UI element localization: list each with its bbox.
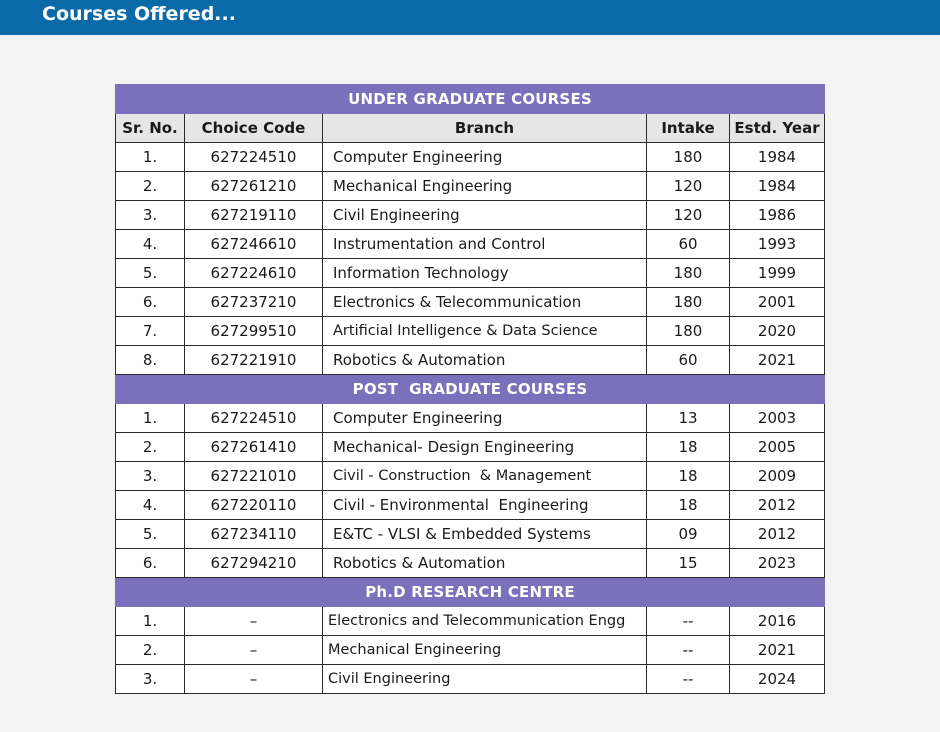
cell-sr: 3.	[116, 462, 185, 491]
cell-choice-code: 627294210	[185, 549, 323, 578]
table-row	[116, 172, 825, 201]
cell-branch: E&TC - VLSI & Embedded Systems	[323, 520, 647, 549]
cell-intake: --	[647, 607, 730, 636]
cell-intake: 120	[647, 201, 730, 230]
table-row	[116, 520, 825, 549]
cell-sr: 8.	[116, 346, 185, 375]
table-row	[116, 346, 825, 375]
cell-estd-year: 1986	[730, 201, 825, 230]
cell-branch: Instrumentation and Control	[323, 230, 647, 259]
cell-branch: Robotics & Automation	[323, 346, 647, 375]
cell-branch: Information Technology	[323, 259, 647, 288]
cell-sr: 2.	[116, 433, 185, 462]
table-row	[116, 491, 825, 520]
cell-choice-code: –	[185, 636, 323, 665]
cell-choice-code: –	[185, 665, 323, 694]
cell-branch: Robotics & Automation	[323, 549, 647, 578]
page-title: Courses Offered...	[42, 3, 236, 25]
cell-sr: 5.	[116, 259, 185, 288]
cell-intake: --	[647, 636, 730, 665]
col-header-estd-year: Estd. Year	[730, 114, 825, 143]
cell-branch: Mechanical Engineering	[323, 636, 647, 665]
table-row	[116, 143, 825, 172]
column-header-row	[116, 114, 825, 143]
cell-branch: Civil Engineering	[323, 665, 647, 694]
col-header-intake: Intake	[647, 114, 730, 143]
cell-estd-year: 2021	[730, 346, 825, 375]
cell-sr: 2.	[116, 172, 185, 201]
table-row	[116, 665, 825, 694]
cell-choice-code: 627221010	[185, 462, 323, 491]
cell-choice-code: 627220110	[185, 491, 323, 520]
table-row	[116, 201, 825, 230]
cell-estd-year: 2024	[730, 665, 825, 694]
cell-estd-year: 2003	[730, 404, 825, 433]
cell-intake: 180	[647, 288, 730, 317]
cell-sr: 1.	[116, 143, 185, 172]
cell-sr: 7.	[116, 317, 185, 346]
cell-choice-code: 627237210	[185, 288, 323, 317]
cell-branch: Mechanical- Design Engineering	[323, 433, 647, 462]
cell-intake: 180	[647, 259, 730, 288]
cell-intake: 18	[647, 433, 730, 462]
cell-choice-code: 627221910	[185, 346, 323, 375]
cell-choice-code: 627224510	[185, 404, 323, 433]
cell-estd-year: 2005	[730, 433, 825, 462]
cell-estd-year: 2012	[730, 520, 825, 549]
col-header-branch: Branch	[323, 114, 647, 143]
phd-section-header	[116, 578, 825, 607]
cell-sr: 2.	[116, 636, 185, 665]
cell-estd-year: 1984	[730, 172, 825, 201]
cell-choice-code: 627261210	[185, 172, 323, 201]
table-row	[116, 288, 825, 317]
cell-intake: 180	[647, 143, 730, 172]
cell-branch: Computer Engineering	[323, 404, 647, 433]
cell-sr: 1.	[116, 607, 185, 636]
cell-choice-code: 627224510	[185, 143, 323, 172]
cell-branch: Electronics and Telecommunication Engg	[323, 607, 647, 636]
cell-intake: 120	[647, 172, 730, 201]
cell-estd-year: 2023	[730, 549, 825, 578]
cell-sr: 4.	[116, 230, 185, 259]
table-row	[116, 433, 825, 462]
cell-intake: 180	[647, 317, 730, 346]
cell-choice-code: 627224610	[185, 259, 323, 288]
cell-branch: Computer Engineering	[323, 143, 647, 172]
cell-choice-code: 627234110	[185, 520, 323, 549]
cell-choice-code: –	[185, 607, 323, 636]
table-row	[116, 549, 825, 578]
ug-section-header	[116, 85, 825, 114]
cell-choice-code: 627219110	[185, 201, 323, 230]
table-row	[116, 607, 825, 636]
cell-branch: Electronics & Telecommunication	[323, 288, 647, 317]
cell-estd-year: 2016	[730, 607, 825, 636]
phd-section-title: Ph.D RESEARCH CENTRE	[116, 578, 825, 607]
cell-branch: Mechanical Engineering	[323, 172, 647, 201]
cell-estd-year: 2021	[730, 636, 825, 665]
table-row	[116, 317, 825, 346]
cell-intake: 13	[647, 404, 730, 433]
page-header-bar	[0, 0, 940, 35]
cell-estd-year: 1984	[730, 143, 825, 172]
cell-intake: 18	[647, 491, 730, 520]
table-row	[116, 230, 825, 259]
cell-estd-year: 2001	[730, 288, 825, 317]
courses-table	[115, 84, 825, 694]
cell-intake: 60	[647, 346, 730, 375]
cell-choice-code: 627246610	[185, 230, 323, 259]
cell-intake: 18	[647, 462, 730, 491]
cell-sr: 3.	[116, 665, 185, 694]
cell-choice-code: 627299510	[185, 317, 323, 346]
cell-branch: Artificial Intelligence & Data Science	[323, 317, 647, 346]
cell-estd-year: 2009	[730, 462, 825, 491]
pg-section-header	[116, 375, 825, 404]
cell-branch: Civil - Environmental Engineering	[323, 491, 647, 520]
cell-intake: 09	[647, 520, 730, 549]
cell-sr: 3.	[116, 201, 185, 230]
cell-estd-year: 2012	[730, 491, 825, 520]
table-row	[116, 462, 825, 491]
cell-sr: 6.	[116, 288, 185, 317]
table-row	[116, 259, 825, 288]
cell-sr: 4.	[116, 491, 185, 520]
cell-sr: 1.	[116, 404, 185, 433]
cell-branch: Civil - Construction & Management	[323, 462, 647, 491]
table-row	[116, 404, 825, 433]
cell-choice-code: 627261410	[185, 433, 323, 462]
cell-intake: 15	[647, 549, 730, 578]
cell-estd-year: 1993	[730, 230, 825, 259]
cell-sr: 6.	[116, 549, 185, 578]
cell-intake: 60	[647, 230, 730, 259]
table-row	[116, 636, 825, 665]
col-header-sr: Sr. No.	[116, 114, 185, 143]
courses-table-container	[115, 84, 824, 694]
cell-intake: --	[647, 665, 730, 694]
ug-section-title: UNDER GRADUATE COURSES	[116, 85, 825, 114]
cell-estd-year: 2020	[730, 317, 825, 346]
pg-section-title: POST GRADUATE COURSES	[116, 375, 825, 404]
cell-sr: 5.	[116, 520, 185, 549]
cell-branch: Civil Engineering	[323, 201, 647, 230]
cell-estd-year: 1999	[730, 259, 825, 288]
col-header-choice-code: Choice Code	[185, 114, 323, 143]
